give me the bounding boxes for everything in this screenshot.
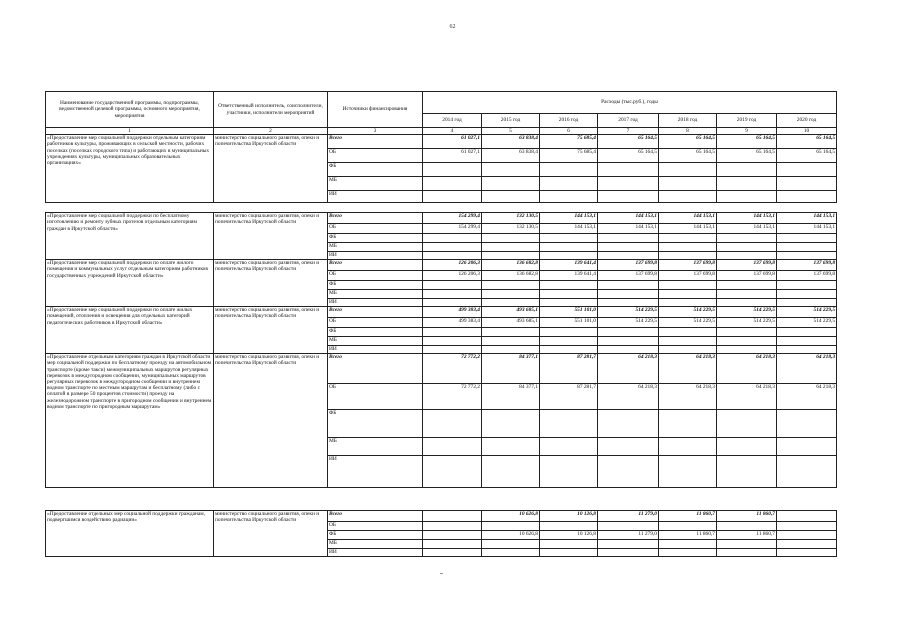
amount-cell — [423, 522, 482, 531]
table-row — [46, 213, 837, 224]
amount-cell: 144 153,1 — [777, 224, 837, 234]
amount-cell — [717, 243, 777, 252]
amount-cell — [423, 252, 482, 260]
amount-cell — [482, 234, 540, 243]
amount-cell — [777, 290, 837, 299]
amount-cell — [423, 531, 482, 540]
page-number: 62 — [449, 24, 456, 30]
amount-cell — [659, 299, 717, 307]
amount-cell — [423, 299, 482, 307]
amount-cell — [482, 346, 540, 354]
funding-source-cell: ОБ — [328, 224, 423, 234]
header-expenses: Расходы (тыс.руб.), годы — [423, 92, 837, 114]
amount-cell: 137 699,8 — [598, 271, 659, 281]
amount-cell: 493 685,1 — [482, 307, 540, 318]
amount-cell — [482, 299, 540, 307]
funding-source-cell: ОБ — [328, 318, 423, 328]
amount-cell — [598, 522, 659, 531]
amount-cell: 139 641,4 — [540, 260, 598, 271]
amount-cell — [717, 410, 777, 438]
header-executor: Ответственный исполнитель, соисполнители, участники, исполнители мероприятий — [214, 92, 328, 128]
amount-cell — [659, 234, 717, 243]
year-header: 2015 год — [482, 114, 540, 128]
amount-cell — [482, 243, 540, 252]
amount-cell: 144 153,1 — [659, 224, 717, 234]
executor-cell: министерство социального развития, опеки и попечительства Иркутской области — [214, 135, 328, 203]
amount-cell — [423, 438, 482, 456]
amount-cell — [717, 438, 777, 456]
amount-cell — [659, 191, 717, 203]
amount-cell — [423, 290, 482, 299]
amount-cell — [659, 346, 717, 354]
amount-cell: 126 206,3 — [423, 271, 482, 281]
year-header: 2020 год — [777, 114, 837, 128]
funding-source-cell: ИИ — [328, 252, 423, 260]
amount-cell: 137 699,8 — [717, 260, 777, 271]
amount-cell: 514 229,5 — [598, 307, 659, 318]
funding-source-cell: МБ — [328, 540, 423, 549]
amount-cell — [717, 549, 777, 557]
amount-cell — [777, 252, 837, 260]
amount-cell — [598, 549, 659, 557]
amount-cell — [423, 410, 482, 438]
amount-cell — [659, 163, 717, 177]
funding-source-cell: ИИ — [328, 456, 423, 488]
amount-cell: 144 153,1 — [777, 213, 837, 224]
amount-cell — [777, 456, 837, 488]
amount-cell — [659, 549, 717, 557]
amount-cell: 514 229,5 — [598, 318, 659, 328]
column-index: 3 — [328, 128, 423, 135]
amount-cell — [777, 243, 837, 252]
funding-source-cell: Всего — [328, 307, 423, 318]
amount-cell: 65 164,5 — [598, 149, 659, 163]
amount-cell — [482, 522, 540, 531]
program-name-cell: «Предоставление мер социальной поддержки по бесплатному изготовлению и ремонту зубных протезов отдельным категориям граждан в Иркутской области» — [46, 213, 214, 260]
amount-cell: 65 164,5 — [659, 149, 717, 163]
amount-cell: 137 699,8 — [659, 260, 717, 271]
amount-cell — [717, 252, 777, 260]
amount-cell — [777, 346, 837, 354]
amount-cell — [482, 540, 540, 549]
funding-source-cell: Всего — [328, 213, 423, 224]
amount-cell — [482, 549, 540, 557]
amount-cell — [598, 299, 659, 307]
amount-cell: 132 130,5 — [482, 213, 540, 224]
amount-cell: 75 685,4 — [540, 149, 598, 163]
amount-cell — [482, 281, 540, 290]
column-index-row — [46, 128, 837, 135]
amount-cell — [659, 243, 717, 252]
amount-cell: 64 218,3 — [777, 384, 837, 410]
amount-cell — [598, 234, 659, 243]
table-row — [46, 135, 837, 149]
funding-source-cell: МБ — [328, 243, 423, 252]
amount-cell: 87 281,7 — [540, 354, 598, 384]
funding-source-cell: ИИ — [328, 191, 423, 203]
amount-cell: 65 164,5 — [777, 135, 837, 149]
amount-cell — [659, 438, 717, 456]
amount-cell — [540, 234, 598, 243]
amount-cell — [423, 163, 482, 177]
funding-source-cell: МБ — [328, 438, 423, 456]
amount-cell: 64 218,3 — [598, 384, 659, 410]
amount-cell: 11 279,0 — [598, 531, 659, 540]
funding-source-cell: ИИ — [328, 549, 423, 557]
amount-cell — [482, 410, 540, 438]
amount-cell: 61 027,1 — [423, 135, 482, 149]
amount-cell — [423, 337, 482, 346]
amount-cell — [717, 522, 777, 531]
amount-cell: 144 153,1 — [717, 213, 777, 224]
amount-cell — [659, 337, 717, 346]
program-name-cell: «Предоставление мер социальной поддержки по оплате жилого помещения и коммунальных услуг отдельным категориям работников государственных учреждений Иркутской области» — [46, 260, 214, 307]
amount-cell: 65 164,5 — [717, 135, 777, 149]
amount-cell: 137 699,8 — [598, 260, 659, 271]
amount-cell — [659, 410, 717, 438]
amount-cell: 126 206,3 — [423, 260, 482, 271]
amount-cell: 514 229,5 — [777, 318, 837, 328]
amount-cell — [717, 337, 777, 346]
amount-cell: 144 153,1 — [598, 213, 659, 224]
amount-cell — [423, 177, 482, 191]
program-name-cell: «Предоставление мер социальной поддержки отдельным категориям работников культуры, проживающих в сельской местности, рабочих поселках (поселках городского типа) и работающих в муниципальных учреждениях культуры, муниципальных образовательных организациях» — [46, 135, 214, 203]
table-row — [46, 307, 837, 318]
program-name-cell: «Предоставление отдельным категориям граждан в Иркутской области мер социальной поддержки по бесплатному проезду на автомобильном транспорте (кроме такси) межмуниципальных маршрутов регулярных перевозок в междугородном сообщении, муниципальных маршрутов регулярных перевозок в междугородном сообщении и внутреннем водном транспорте по местным маршрутам и бесплатному (либо с оплатой в размере 50 процентов стоимости) проезду на железнодорожном транспорте в пригородном сообщении и внутреннем водном транспорте по пригородным маршрутам» — [46, 354, 214, 488]
amount-cell: 63 838,4 — [482, 135, 540, 149]
amount-cell: 137 699,8 — [777, 271, 837, 281]
amount-cell: 137 699,8 — [659, 271, 717, 281]
amount-cell — [482, 177, 540, 191]
column-index: 6 — [540, 128, 598, 135]
amount-cell — [777, 531, 837, 540]
funding-source-cell: ОБ — [328, 522, 423, 531]
amount-cell: 11 860,7 — [717, 531, 777, 540]
amount-cell: 65 164,5 — [777, 149, 837, 163]
amount-cell: 61 027,1 — [423, 149, 482, 163]
amount-cell: 493 685,1 — [482, 318, 540, 328]
amount-cell — [423, 549, 482, 557]
amount-cell: 499 383,4 — [423, 318, 482, 328]
amount-cell: 139 641,4 — [540, 271, 598, 281]
header-program-name: Наименование государственной программы, подпрограммы, ведомственной целевой программы, основного мероприятия, мероприятия — [46, 92, 214, 128]
amount-cell — [777, 328, 837, 337]
amount-cell — [777, 337, 837, 346]
funding-source-cell: ОБ — [328, 384, 423, 410]
amount-cell — [540, 243, 598, 252]
block-spacer — [46, 488, 837, 511]
amount-cell: 64 218,3 — [659, 384, 717, 410]
amount-cell — [598, 346, 659, 354]
amount-cell — [659, 281, 717, 290]
table-row — [46, 354, 837, 384]
table-row — [46, 511, 837, 522]
amount-cell — [777, 299, 837, 307]
executor-cell: министерство социального развития, опеки и попечительства Иркутской области — [214, 511, 328, 557]
amount-cell — [659, 328, 717, 337]
amount-cell — [598, 456, 659, 488]
amount-cell — [717, 456, 777, 488]
amount-cell — [482, 252, 540, 260]
amount-cell — [482, 290, 540, 299]
table-row — [46, 260, 837, 271]
amount-cell — [540, 299, 598, 307]
amount-cell — [777, 191, 837, 203]
amount-cell — [482, 438, 540, 456]
amount-cell — [598, 243, 659, 252]
amount-cell: 64 218,3 — [598, 354, 659, 384]
amount-cell — [777, 438, 837, 456]
amount-cell — [540, 337, 598, 346]
amount-cell: 65 164,5 — [659, 135, 717, 149]
column-index: 2 — [214, 128, 328, 135]
column-index: 1 — [46, 128, 214, 135]
year-header: 2014 год — [423, 114, 482, 128]
year-header: 2016 год — [540, 114, 598, 128]
amount-cell: 144 153,1 — [659, 213, 717, 224]
amount-cell — [423, 346, 482, 354]
amount-cell — [598, 540, 659, 549]
funding-source-cell: МБ — [328, 177, 423, 191]
header-funding-source: Источники финансирования — [328, 92, 423, 128]
amount-cell: 87 281,7 — [540, 384, 598, 410]
funding-source-cell: ФБ — [328, 410, 423, 438]
amount-cell: 65 164,5 — [598, 135, 659, 149]
amount-cell — [598, 337, 659, 346]
executor-cell: министерство социального развития, опеки и попечительства Иркутской области — [214, 260, 328, 307]
amount-cell — [717, 163, 777, 177]
amount-cell: 72 772,2 — [423, 384, 482, 410]
amount-cell — [540, 191, 598, 203]
amount-cell — [540, 410, 598, 438]
amount-cell — [540, 281, 598, 290]
amount-cell: 65 164,5 — [717, 149, 777, 163]
amount-cell: 11 860,7 — [717, 511, 777, 522]
amount-cell: 499 383,4 — [423, 307, 482, 318]
amount-cell: 514 229,5 — [659, 318, 717, 328]
funding-source-cell: Всего — [328, 135, 423, 149]
funding-source-cell: ОБ — [328, 149, 423, 163]
amount-cell — [598, 438, 659, 456]
year-header: 2017 год — [598, 114, 659, 128]
amount-cell: 551 101,0 — [540, 318, 598, 328]
amount-cell — [659, 456, 717, 488]
amount-cell: 144 153,1 — [717, 224, 777, 234]
amount-cell: 551 101,0 — [540, 307, 598, 318]
amount-cell — [423, 243, 482, 252]
amount-cell — [482, 163, 540, 177]
amount-cell — [777, 234, 837, 243]
column-index: 8 — [659, 128, 717, 135]
amount-cell: 10 126,8 — [540, 531, 598, 540]
executor-cell: министерство социального развития, опеки и попечительства Иркутской области — [214, 307, 328, 354]
amount-cell — [777, 522, 837, 531]
funding-source-cell: Всего — [328, 260, 423, 271]
amount-cell: 10 626,8 — [482, 511, 540, 522]
amount-cell — [540, 290, 598, 299]
amount-cell — [717, 281, 777, 290]
amount-cell: 144 153,1 — [598, 224, 659, 234]
amount-cell: 144 153,1 — [540, 213, 598, 224]
amount-cell — [777, 511, 837, 522]
amount-cell — [540, 456, 598, 488]
funding-source-cell: Всего — [328, 511, 423, 522]
amount-cell — [598, 328, 659, 337]
amount-cell — [659, 290, 717, 299]
amount-cell — [598, 177, 659, 191]
funding-source-cell: Всего — [328, 354, 423, 384]
column-index: 9 — [717, 128, 777, 135]
amount-cell: 137 699,8 — [777, 260, 837, 271]
amount-cell — [540, 438, 598, 456]
amount-cell: 11 860,7 — [659, 531, 717, 540]
amount-cell: 64 218,3 — [777, 354, 837, 384]
amount-cell — [777, 163, 837, 177]
funding-source-cell: ФБ — [328, 234, 423, 243]
year-header: 2019 год — [717, 114, 777, 128]
amount-cell: 75 685,4 — [540, 135, 598, 149]
column-index: 5 — [482, 128, 540, 135]
program-name-cell: «Предоставление отдельных мер социальной поддержки гражданам, подвергшимся воздействию радиации» — [46, 511, 214, 557]
block-spacer-cell — [46, 488, 837, 511]
amount-cell — [423, 540, 482, 549]
amount-cell — [598, 290, 659, 299]
amount-cell — [777, 549, 837, 557]
amount-cell: 10 126,8 — [540, 511, 598, 522]
budget-table — [45, 91, 837, 557]
amount-cell — [717, 299, 777, 307]
amount-cell: 63 838,4 — [482, 149, 540, 163]
amount-cell — [540, 549, 598, 557]
amount-cell: 64 218,3 — [717, 354, 777, 384]
amount-cell: 132 130,5 — [482, 224, 540, 234]
amount-cell — [717, 177, 777, 191]
funding-source-cell: ИИ — [328, 346, 423, 354]
amount-cell: 84 377,1 — [482, 354, 540, 384]
amount-cell — [423, 281, 482, 290]
funding-source-cell: МБ — [328, 337, 423, 346]
amount-cell: 136 682,8 — [482, 271, 540, 281]
amount-cell: 514 229,5 — [717, 318, 777, 328]
amount-cell — [540, 328, 598, 337]
amount-cell — [717, 234, 777, 243]
column-index: 10 — [777, 128, 837, 135]
amount-cell — [598, 252, 659, 260]
amount-cell: 10 626,8 — [482, 531, 540, 540]
amount-cell — [659, 540, 717, 549]
table-header-row — [46, 92, 837, 114]
amount-cell: 72 772,2 — [423, 354, 482, 384]
amount-cell — [777, 177, 837, 191]
amount-cell — [540, 522, 598, 531]
amount-cell — [423, 191, 482, 203]
funding-source-cell: ИИ — [328, 299, 423, 307]
scan-mark — [440, 573, 443, 574]
amount-cell — [717, 346, 777, 354]
amount-cell — [777, 281, 837, 290]
amount-cell — [482, 328, 540, 337]
amount-cell — [659, 177, 717, 191]
funding-source-cell: ОБ — [328, 271, 423, 281]
executor-cell: министерство социального развития, опеки и попечительства Иркутской области — [214, 213, 328, 260]
amount-cell — [540, 177, 598, 191]
amount-cell — [423, 234, 482, 243]
amount-cell: 154 299,4 — [423, 213, 482, 224]
executor-cell: министерство социального развития, опеки и попечительства Иркутской области — [214, 354, 328, 488]
amount-cell: 514 229,5 — [777, 307, 837, 318]
amount-cell — [482, 456, 540, 488]
amount-cell — [717, 328, 777, 337]
amount-cell: 137 699,8 — [717, 271, 777, 281]
amount-cell — [777, 540, 837, 549]
amount-cell — [598, 163, 659, 177]
amount-cell: 144 153,1 — [540, 224, 598, 234]
amount-cell: 154 299,4 — [423, 224, 482, 234]
year-header: 2018 год — [659, 114, 717, 128]
amount-cell — [540, 163, 598, 177]
column-index: 7 — [598, 128, 659, 135]
column-index: 4 — [423, 128, 482, 135]
amount-cell — [540, 346, 598, 354]
amount-cell — [540, 252, 598, 260]
funding-source-cell: МБ — [328, 290, 423, 299]
amount-cell: 11 279,0 — [598, 511, 659, 522]
block-spacer-cell — [46, 203, 837, 213]
amount-cell: 64 218,3 — [717, 384, 777, 410]
amount-cell — [659, 252, 717, 260]
amount-cell — [777, 410, 837, 438]
amount-cell — [423, 511, 482, 522]
amount-cell — [598, 281, 659, 290]
program-name-cell: «Предоставление мер социальной поддержки по оплате жилых помещений, отопления и освещения для отдельных категорий педагогических работников в Иркутской области» — [46, 307, 214, 354]
amount-cell — [482, 191, 540, 203]
amount-cell — [540, 540, 598, 549]
block-spacer — [46, 203, 837, 213]
funding-source-cell: ФБ — [328, 163, 423, 177]
table-body — [46, 135, 837, 557]
amount-cell — [598, 191, 659, 203]
funding-source-cell: ФБ — [328, 281, 423, 290]
amount-cell — [717, 191, 777, 203]
amount-cell — [423, 456, 482, 488]
amount-cell — [423, 328, 482, 337]
amount-cell — [717, 290, 777, 299]
amount-cell: 514 229,5 — [659, 307, 717, 318]
amount-cell: 11 860,7 — [659, 511, 717, 522]
amount-cell — [717, 540, 777, 549]
amount-cell: 514 229,5 — [717, 307, 777, 318]
amount-cell — [659, 522, 717, 531]
funding-source-cell: ФБ — [328, 531, 423, 540]
amount-cell: 64 218,3 — [659, 354, 717, 384]
amount-cell: 136 682,8 — [482, 260, 540, 271]
amount-cell — [482, 337, 540, 346]
amount-cell — [598, 410, 659, 438]
amount-cell: 84 377,1 — [482, 384, 540, 410]
funding-source-cell: ФБ — [328, 328, 423, 337]
